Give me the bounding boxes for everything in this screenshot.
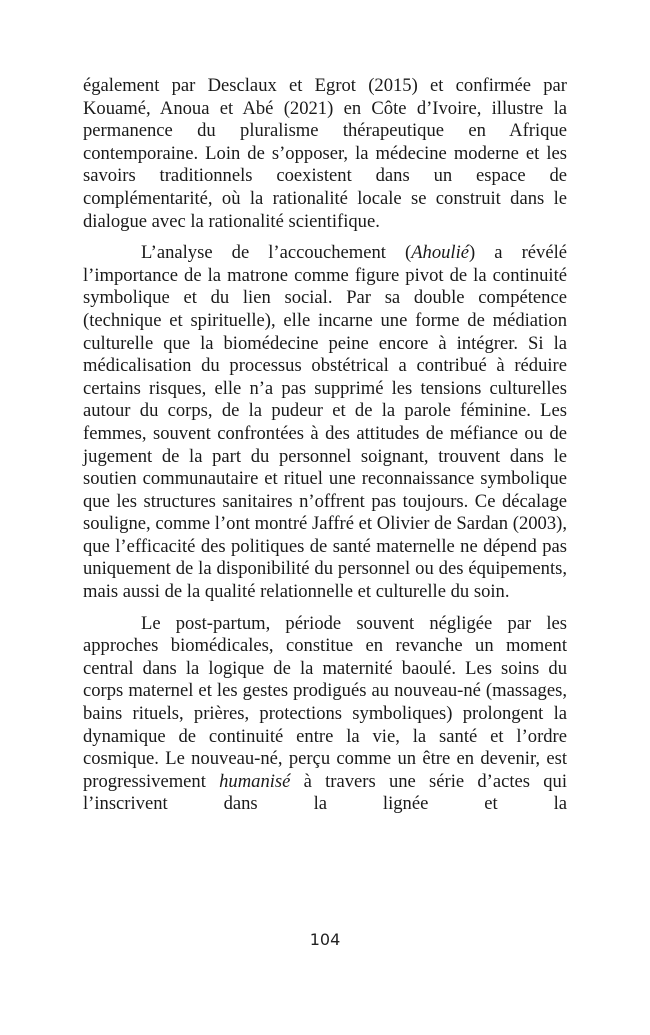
paragraph-2-text-b: ) a révélé l’importance de la matrone comme figure pivot de la continuité symbolique et du lien social. Par sa double compétence (technique et spirituelle), elle incarne une forme de médiation culturelle que la biomédecine peine encore à intégrer. Si la médicalisation du processus obstétrical a contribué à réduire certains risques, elle n’a pas supprimé les tensions culturelles autour du corps, de la pudeur et de la parole féminine. Les femmes, souvent confrontées à des attitudes de méfiance ou de jugement de la part du personnel soignant, trouvent dans le soutien communautaire et rituel une reconnaissance symbolique que les structures sanitaires n’offrent pas toujours. Ce décalage souligne, comme l’ont montré Jaffré et Olivier de Sardan (2003), que l’efficacité des politiques de santé maternelle ne dépend pas uniquement de la disponibilité du personnel ou des équipements, mais aussi de la qualité relationnelle et culturelle du soin. (83, 242, 567, 603)
paragraph-3 (83, 613, 567, 816)
paragraph-3-text-a: Le post-partum, période souvent négligée par les approches biomédicales, constitue en revanche un moment central dans la logique de la maternité baoulé. Les soins du corps maternel et les gestes prodigués au nouveau-né (massages, bains rituels, prières, protections symboliques) prolongent la dynamique de continuité entre la vie, la santé et l’ordre cosmique. Le nouveau-né, perçu comme un être en devenir, est progressivement (83, 612, 567, 792)
paragraph-2-text-a: L’analyse de l’accouchement ( (141, 242, 412, 264)
page-number: 104 (309, 930, 341, 949)
paragraph-3-text-b: à travers une série d’actes qui l’inscrivent dans la lignée et la (83, 770, 567, 815)
term-ahoulie: Ahoulié (411, 242, 470, 264)
page-body (83, 75, 567, 816)
paragraph-1-text: également par Desclaux et Egrot (2015) et confirmée par Kouamé, Anoua et Abé (2021) en Côte d’Ivoire, illustre la permanence du pluralisme thérapeutique en Afrique contemporaine. Loin de s’opposer, la médecine moderne et les savoirs traditionnels coexistent dans un espace de complémentarité, où la rationalité locale se construit dans le dialogue avec la rationalité scientifique. (83, 75, 567, 232)
paragraph-1 (83, 75, 567, 233)
paragraph-2 (83, 242, 567, 604)
term-humanise: humanisé (219, 770, 291, 792)
